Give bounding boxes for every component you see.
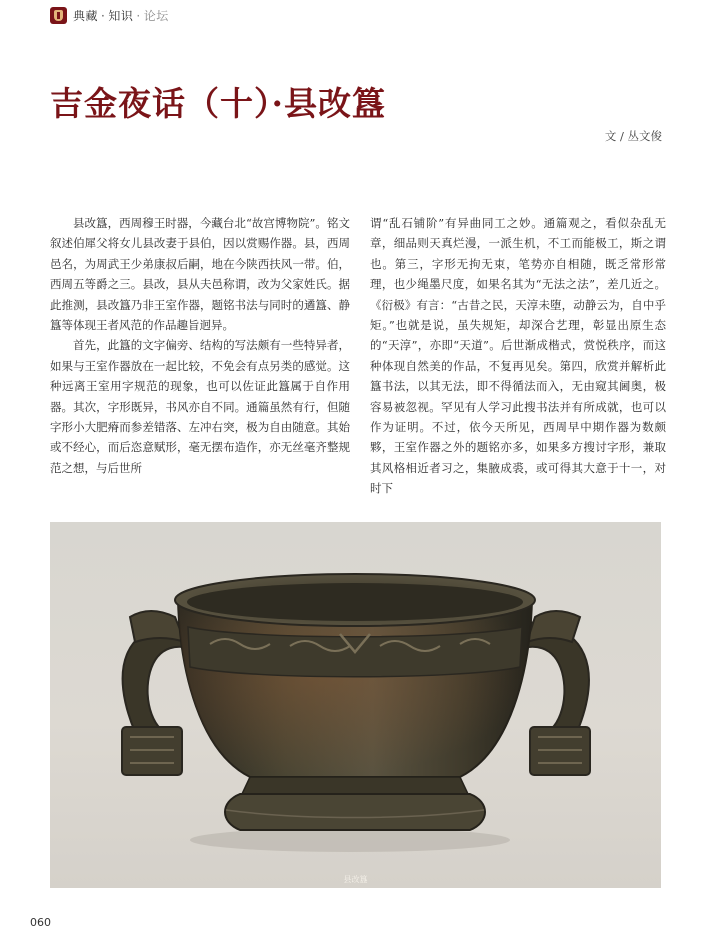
- breadcrumb-separator: ·: [136, 8, 141, 23]
- section-label-forum: 论坛: [143, 8, 169, 23]
- bronze-gui-photo: [50, 522, 661, 888]
- article-paragraph: 谓“乱石铺阶”有异曲同工之妙。通篇观之，看似杂乱无章，细品则天真烂漫，一派生机，不工而能极工，斯之谓也。第三，字形无拘无束，笔势亦自相随，既乏常形常理，也少绳墨尺度，如果名其为“无法之法”，差几近之。《衍极》有言：“古昔之民，天淳未堕，动静云为，自中乎矩。”也就是说，虽失规矩，却深合艺理，彰显出原生态的“天淳”，亦即“天道”。后世渐成楷式，赏悦秩序，而这种体现自然美的作品，不复再见矣。第四，欣赏并解析此簋书法，以其无法，即不得循法而入，无由窥其阃奥，极容易被忽视。罕见有人学习此搜书法并有所成就，也可以作为证明。不过，依今天所见，西周早中期作器为数颇夥，王室作器之外的题铭亦多，如果多方搜讨字形，兼取其风格相近者习之，集腋成裘，或可得其大意于十一，对时下: [370, 216, 666, 496]
- article-column-left: [50, 213, 350, 478]
- article-paragraph: 首先，此簋的文字偏旁、结构的写法颇有一些特异者，如果与王室作器放在一起比较，不免会有点另类的感觉。这种远离王室用字规范的现象，也可以佐证此簋属于自作用器。其次，字形既异，书风亦自不同。通篇虽然有行，但随字形小大肥瘠而参差错落、左冲右突，极为自由随意。其始或不经心，而后恣意赋形，毫无摆布造作，亦无丝毫齐整规范之想，与后世所: [50, 338, 350, 475]
- bronze-vessel-illustration: [50, 522, 661, 888]
- article-paragraph: 县改簋，西周穆王时器，今藏台北“故宫博物院”。铭文叙述伯犀父将女儿县改妻于县伯，因以赏赐作器。县，西周邑名，为周武王少弟康叔后嗣，地在今陕西扶风一带。伯，西周五等爵之三。县改，县从夫邑称谓，改为父家姓氏。据此推测，县改簋乃非王室作器，题铭书法与同时的遹簋、静簋等体现王者风范的作品趣旨迥异。: [50, 216, 350, 333]
- section-header: [50, 6, 169, 24]
- section-label-collection: 典藏: [73, 8, 99, 23]
- article-title: 吉金夜话（十）·县改簋: [50, 84, 386, 123]
- article-column-right: [370, 213, 666, 499]
- page-number: 060: [30, 916, 51, 929]
- breadcrumb-separator: ·: [101, 8, 106, 23]
- section-breadcrumb: [73, 7, 169, 24]
- section-label-knowledge: 知识: [108, 8, 134, 23]
- magazine-logo-icon: [50, 7, 67, 24]
- photo-caption: 县改簋: [343, 875, 368, 884]
- article-author: 文 / 丛文俊: [604, 129, 662, 143]
